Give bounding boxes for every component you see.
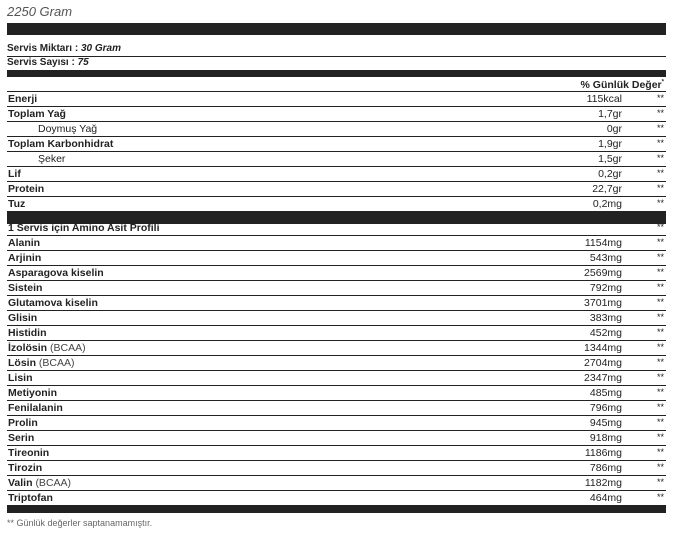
amino-acid-daily-value: ** (656, 282, 664, 292)
nutrient-daily-value: ** (656, 123, 664, 133)
amino-acid-amount: 918mg (589, 432, 622, 444)
amino-acid-daily-value: ** (656, 372, 664, 382)
nutrient-name (38, 153, 65, 165)
amino-acid-daily-value: ** (656, 267, 664, 277)
nutrient-name (8, 198, 25, 210)
nutrient-row (7, 137, 666, 152)
amino-acid-row (7, 356, 666, 371)
amino-acid-daily-value: ** (656, 342, 664, 352)
amino-acid-daily-value: ** (656, 387, 664, 397)
nutrient-daily-value: ** (656, 168, 664, 178)
amino-acid-daily-value: ** (656, 417, 664, 427)
amino-acid-note: (BCAA) (38, 357, 75, 369)
nutrient-name (8, 93, 37, 105)
nutrient-name-text: Tuz (8, 198, 26, 210)
serving-count-row (7, 56, 666, 71)
amino-acid-name (8, 267, 104, 279)
nutrient-name (8, 138, 113, 150)
amino-acid-name-text: Valin (8, 477, 33, 489)
amino-acid-amount: 1186mg (584, 447, 622, 459)
amino-acid-daily-value: ** (656, 297, 664, 307)
nutrient-row (7, 92, 666, 107)
amino-profile-header-row (7, 221, 666, 236)
nutrient-name-text: Şeker (38, 153, 66, 165)
nutrient-name (38, 123, 97, 135)
amino-acid-name (8, 432, 34, 444)
amino-acid-name-text: Lösin (8, 357, 36, 369)
amino-acid-name-text: Sistein (8, 282, 43, 294)
amino-acid-daily-value: ** (656, 357, 664, 367)
nutrient-amount: 0,2mg (592, 198, 622, 210)
amino-acid-amount: 2704mg (584, 357, 622, 369)
amino-acid-name-text: Arjinin (8, 252, 42, 264)
amino-acid-row (7, 311, 666, 326)
product-weight-title: 2250 Gram (7, 4, 73, 19)
nutrient-name (8, 183, 44, 195)
amino-acid-note: (BCAA) (35, 477, 72, 489)
amino-acid-amount: 1182mg (584, 477, 622, 489)
nutrient-daily-value: ** (656, 198, 664, 208)
amino-acid-row (7, 341, 666, 356)
amino-acid-row (7, 461, 666, 476)
amino-acid-name-text: Fenilalanin (8, 402, 63, 414)
nutrient-amount: 115kcal (586, 93, 622, 105)
nutrient-row (7, 197, 666, 212)
amino-acid-row (7, 476, 666, 491)
amino-acid-name (8, 492, 53, 504)
amino-acid-row (7, 296, 666, 311)
amino-acid-amount: 464mg (589, 492, 622, 504)
nutrient-amount: 0gr (606, 123, 622, 135)
amino-acid-daily-value: ** (656, 237, 664, 247)
amino-acid-name (8, 252, 41, 264)
daily-value-header-mark: * (661, 79, 664, 86)
nutrient-daily-value: ** (656, 138, 664, 148)
nutrient-row (7, 167, 666, 182)
daily-value-header (7, 77, 666, 92)
amino-acid-name (8, 297, 98, 309)
amino-acid-note: (BCAA) (50, 342, 86, 354)
amino-acid-name (8, 462, 42, 474)
amino-acid-name (8, 237, 40, 249)
amino-acid-name (8, 477, 71, 489)
amino-acid-name-text: Asparagova kiselin (8, 267, 104, 279)
amino-acid-name (8, 357, 75, 369)
nutrient-row (7, 182, 666, 197)
nutrient-daily-value: ** (656, 93, 664, 103)
amino-acid-name-text: Lisin (8, 372, 33, 384)
amino-acid-daily-value: ** (656, 312, 664, 322)
amino-table (7, 221, 666, 506)
nutrient-name-text: Protein (8, 183, 45, 195)
serving-size-value: 30 Gram (80, 43, 121, 54)
amino-acid-daily-value: ** (656, 402, 664, 412)
serving-size-row (7, 42, 666, 57)
daily-value-header-label: % Günlük Değer (580, 79, 662, 91)
amino-acid-row (7, 401, 666, 416)
amino-acid-name-text: Tireonin (8, 447, 50, 459)
amino-acid-row (7, 491, 666, 506)
amino-acid-name-text: Triptofan (8, 492, 53, 504)
amino-acid-row (7, 236, 666, 251)
amino-acid-name (8, 327, 47, 339)
amino-acid-name-text: Tirozin (8, 462, 43, 474)
amino-acid-amount: 796mg (589, 402, 622, 414)
amino-acid-name (8, 417, 38, 429)
nutrient-amount: 1,9gr (598, 138, 622, 150)
amino-acid-daily-value: ** (656, 252, 664, 262)
nutrient-row (7, 107, 666, 122)
amino-acid-row (7, 266, 666, 281)
amino-acid-amount: 485mg (589, 387, 622, 399)
top-thick-divider (7, 23, 666, 35)
amino-acid-amount: 1154mg (584, 237, 622, 249)
amino-acid-daily-value: ** (656, 447, 664, 457)
amino-acid-name-text: Alanin (8, 237, 41, 249)
amino-acid-amount: 543mg (589, 252, 622, 264)
amino-acid-name (8, 387, 57, 399)
bottom-thick-divider (7, 506, 666, 513)
amino-acid-name-text: Metiyonin (8, 387, 57, 399)
amino-acid-name-text: Prolin (8, 417, 38, 429)
amino-acid-amount: 792mg (589, 282, 622, 294)
amino-acid-daily-value: ** (656, 477, 664, 487)
amino-acid-name-text: Glutamova kiselin (8, 297, 98, 309)
nutrient-daily-value: ** (656, 183, 664, 193)
amino-acid-row (7, 416, 666, 431)
amino-acid-row (7, 371, 666, 386)
amino-profile-header-daily-value: ** (656, 222, 664, 232)
nutrient-row (7, 122, 666, 137)
amino-acid-name (8, 342, 86, 354)
amino-acid-daily-value: ** (656, 492, 664, 502)
amino-acid-name (8, 312, 37, 324)
nutrient-amount: 1,7gr (598, 108, 622, 120)
amino-acid-row (7, 446, 666, 461)
nutrient-name-text: Lif (8, 168, 21, 180)
amino-acid-name (8, 372, 33, 384)
amino-acid-amount: 452mg (589, 327, 622, 339)
daily-value-header-text (581, 79, 664, 91)
nutrient-row (7, 152, 666, 167)
amino-profile-header-name-text: 1 Servis için Amino Asit Profili (8, 222, 160, 234)
amino-acid-row (7, 431, 666, 446)
amino-acid-name-text: Serin (8, 432, 35, 444)
amino-acid-row (7, 281, 666, 296)
footnote: ** Günlük değerler saptanamamıştır. (7, 518, 153, 528)
nutrient-amount: 1,5gr (598, 153, 622, 165)
nutrient-table (7, 92, 666, 212)
amino-acid-row (7, 386, 666, 401)
amino-acid-name (8, 402, 63, 414)
amino-acid-amount: 945mg (589, 417, 622, 429)
nutrient-name-text: Toplam Yağ (8, 108, 66, 120)
amino-acid-name-text: İzolösin (8, 342, 48, 354)
nutrient-name-text: Toplam Karbonhidrat (8, 138, 114, 150)
amino-acid-daily-value: ** (656, 327, 664, 337)
nutrient-amount: 22,7gr (592, 183, 622, 195)
nutrient-name (8, 108, 66, 120)
amino-acid-daily-value: ** (656, 432, 664, 442)
nutrient-amount: 0,2gr (598, 168, 622, 180)
mid-thick-divider (7, 70, 666, 77)
amino-acid-name (8, 282, 42, 294)
nutrient-name-text: Doymuş Yağ (38, 123, 98, 135)
serving-count-value: 75 (77, 57, 89, 68)
nutrient-name (8, 168, 21, 180)
amino-acid-amount: 383mg (589, 312, 622, 324)
amino-profile-header-name (8, 222, 160, 234)
amino-acid-daily-value: ** (656, 462, 664, 472)
amino-acid-row (7, 326, 666, 341)
amino-acid-amount: 3701mg (584, 297, 622, 309)
amino-acid-amount: 1344mg (584, 342, 622, 354)
amino-acid-name-text: Glisin (8, 312, 38, 324)
amino-acid-amount: 2347mg (584, 372, 622, 384)
serving-size-label: Servis Miktarı : (7, 43, 79, 54)
amino-acid-row (7, 251, 666, 266)
amino-acid-name (8, 447, 49, 459)
nutrient-name-text: Enerji (8, 93, 38, 105)
amino-acid-name-text: Histidin (8, 327, 47, 339)
amino-acid-amount: 2569mg (584, 267, 622, 279)
nutrient-daily-value: ** (656, 153, 664, 163)
nutrient-daily-value: ** (656, 108, 664, 118)
serving-count-label: Servis Sayısı : (7, 57, 75, 68)
amino-acid-amount: 786mg (589, 462, 622, 474)
